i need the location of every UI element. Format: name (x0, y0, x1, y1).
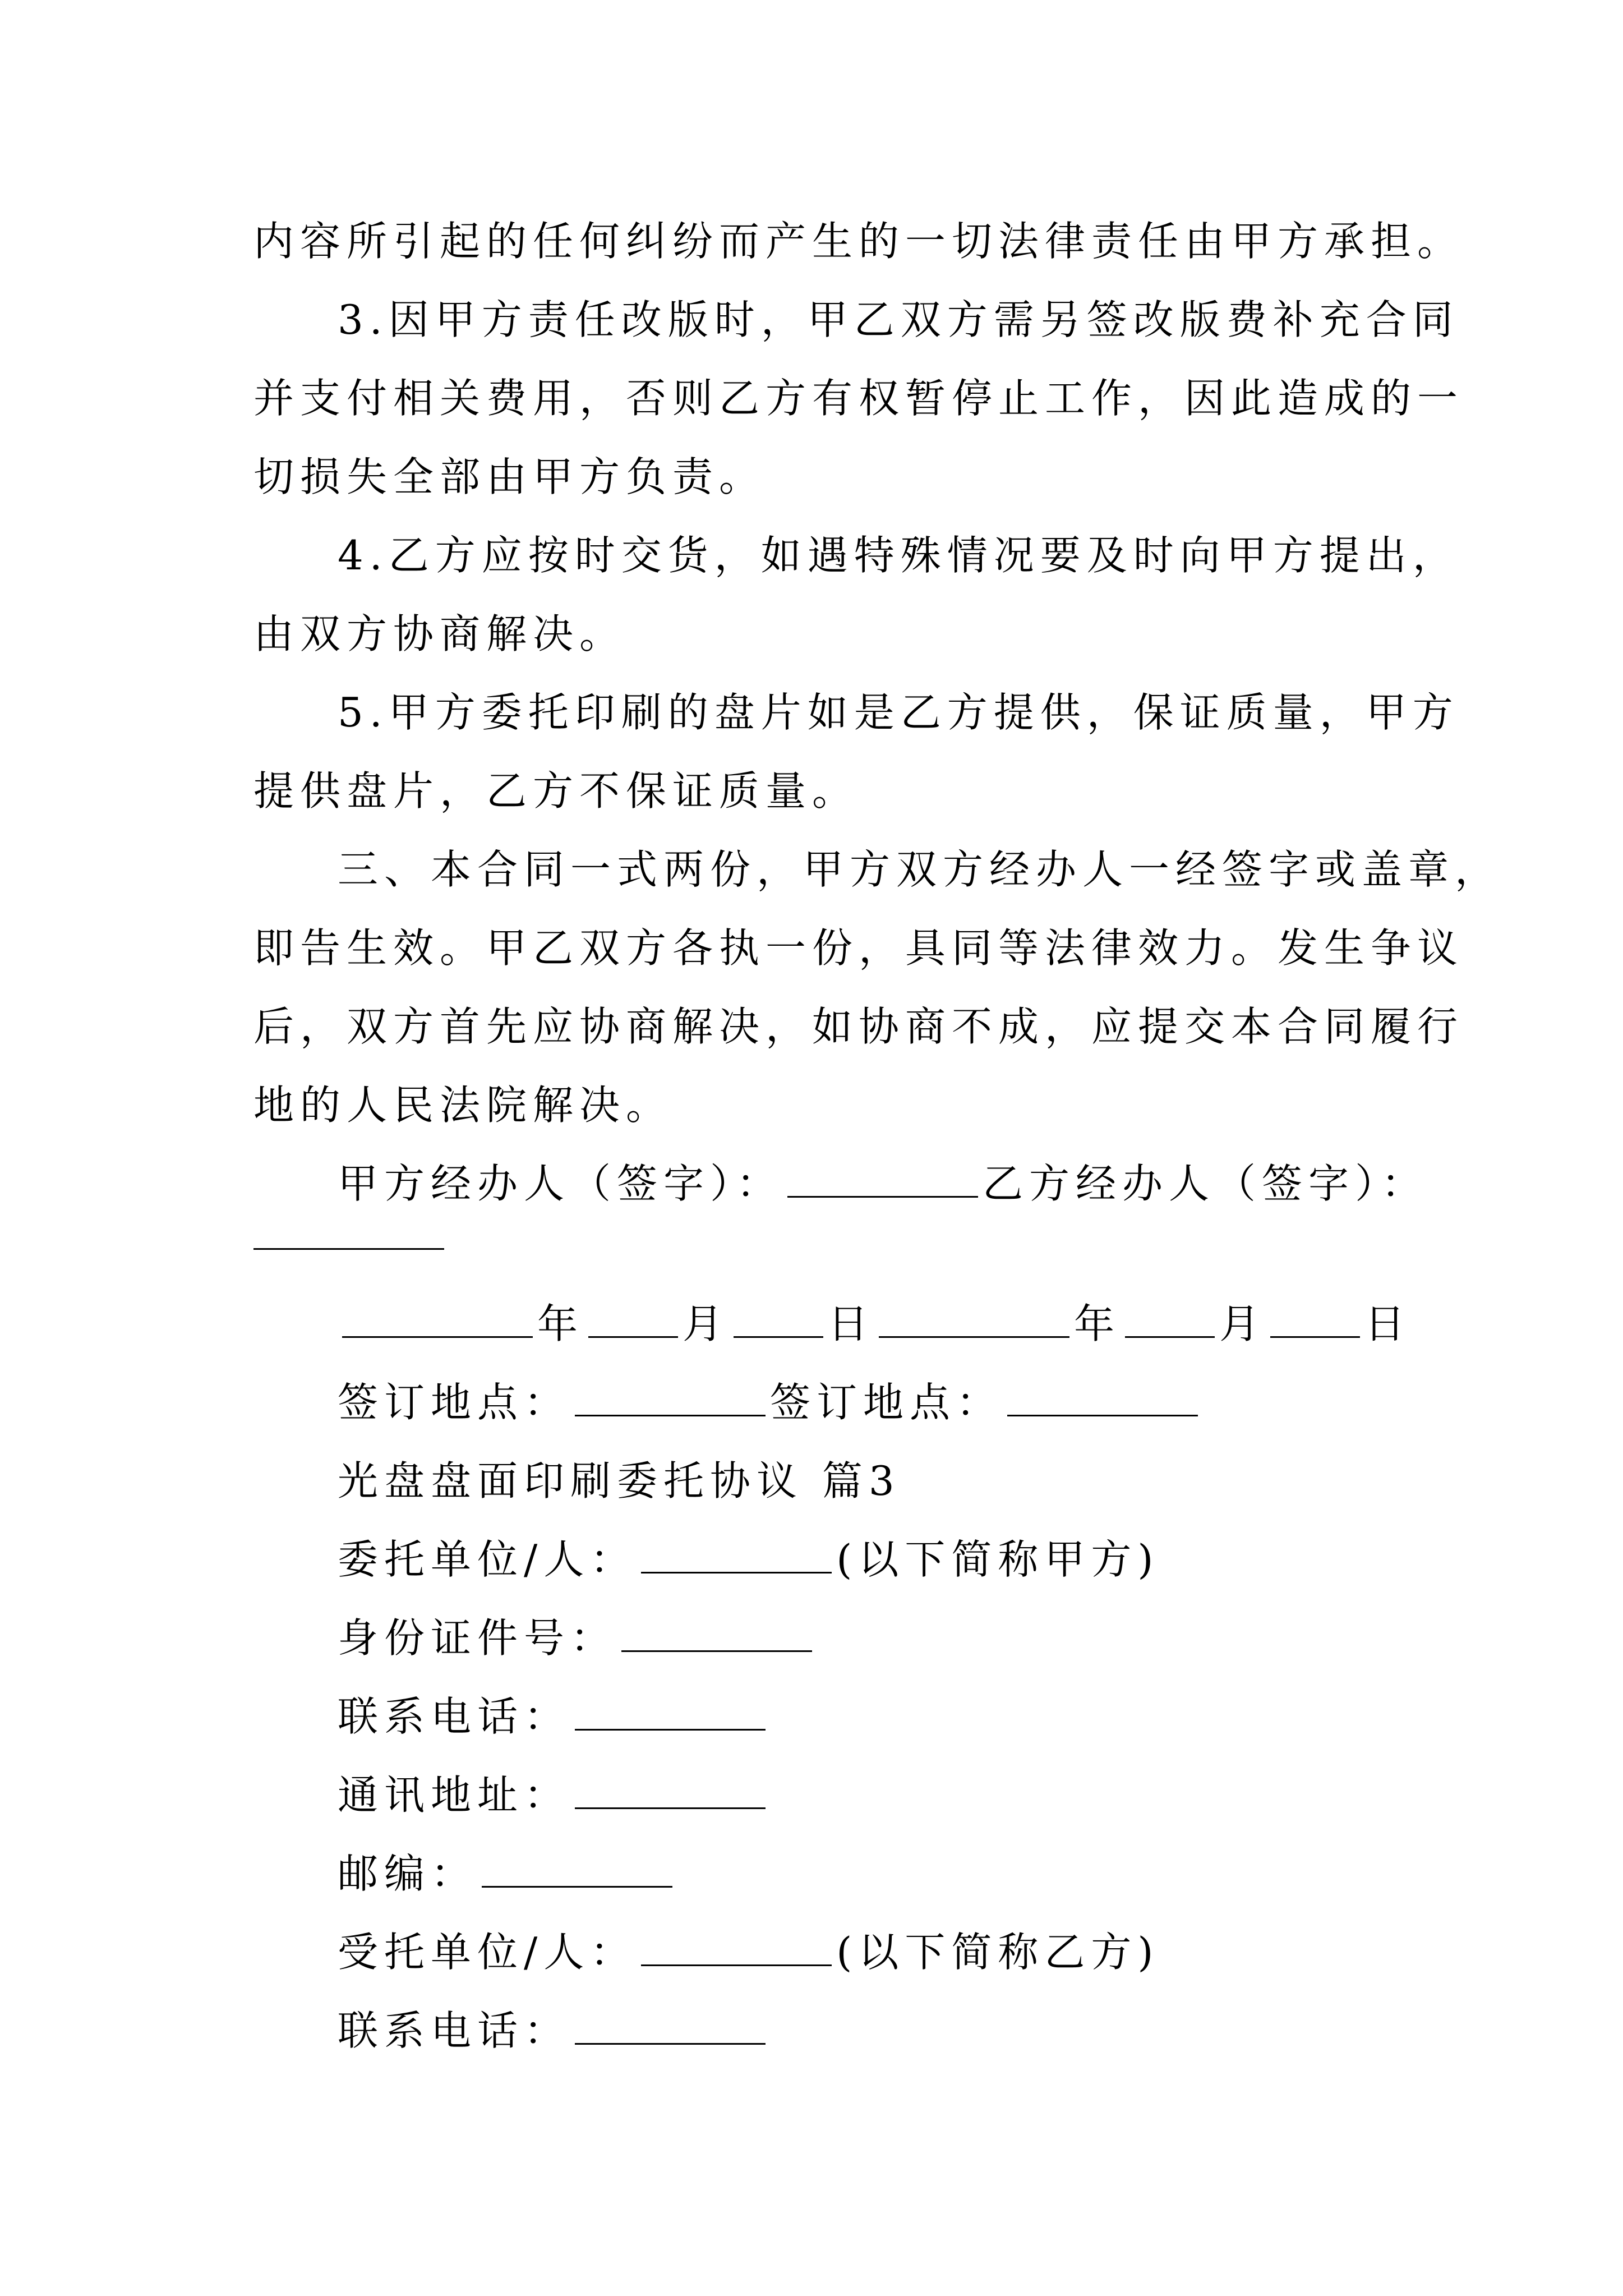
phone-blank-a (575, 1694, 766, 1731)
paragraph-line: 内容所引起的任何纠纷而产生的一切法律责任由甲方承担。 (253, 218, 1464, 265)
client-blank (641, 1537, 832, 1573)
day-blank-a (734, 1301, 823, 1338)
party-a-signature-blank (787, 1161, 978, 1198)
postal-code-line: 邮编： (338, 1834, 677, 1913)
month-blank-a (588, 1301, 678, 1338)
id-number-blank (621, 1616, 812, 1652)
id-number-line: 身份证件号： (338, 1599, 817, 1677)
section-3-line-4: 地的人民法院解决。 (253, 1082, 673, 1129)
clause-5-line-2: 提供盘片，乙方不保证质量。 (253, 767, 859, 815)
clause-3-line-1: 3.因甲方责任改版时，甲乙双方需另签改版费补充合同 (338, 296, 1459, 343)
address-blank (575, 1773, 766, 1809)
clause-4-line-1: 4.乙方应按时交货，如遇特殊情况要及时向甲方提出， (338, 532, 1459, 579)
clause-5-line-1: 5.甲方委托印刷的盘片如是乙方提供，保证质量，甲方 (338, 689, 1459, 736)
day-blank-b (1270, 1301, 1360, 1338)
section-3-line-2: 即告生效。甲乙双方各执一份，具同等法律效力。发生争议 (253, 924, 1464, 972)
date-line: 年 月 日 年 月 日 (338, 1285, 1411, 1363)
phone-blank-b (575, 2008, 766, 2045)
section-3-line-1: 三、本合同一式两份，甲方双方经办人一经签字或盖章， (338, 846, 1502, 893)
contractor-line: 受托单位/人： (以下简称乙方) (338, 1929, 1160, 1976)
address-line: 通讯地址： (338, 1756, 770, 1834)
year-blank-b (879, 1301, 1069, 1338)
clause-3-line-3: 切损失全部由甲方负责。 (253, 453, 766, 500)
year-blank-a (342, 1301, 533, 1338)
signature-line: 甲方经办人（签字）： 乙方经办人（签字）： (338, 1160, 1428, 1207)
clause-3-line-2: 并支付相关费用，否则乙方有权暂停止工作，因此造成的一 (253, 375, 1464, 422)
client-line: 委托单位/人： (以下简称甲方) (338, 1536, 1160, 1583)
contractor-blank (641, 1930, 832, 1966)
month-blank-b (1125, 1301, 1215, 1338)
party-b-signature-blank (253, 1248, 444, 1250)
signing-place-blank-a (575, 1380, 766, 1416)
section-title: 光盘盘面印刷委托协议 篇3 (338, 1457, 901, 1504)
signing-place-blank-b (1007, 1380, 1198, 1416)
phone-line-b: 联系电话： (338, 1991, 770, 2070)
section-3-line-3: 后，双方首先应协商解决，如协商不成，应提交本合同履行 (253, 1003, 1464, 1050)
clause-4-line-2: 由双方协商解决。 (253, 610, 626, 657)
signing-place-line: 签订地点： 签订地点： (338, 1363, 1202, 1442)
phone-line-a: 联系电话： (338, 1677, 770, 1756)
postal-code-blank (482, 1851, 672, 1888)
